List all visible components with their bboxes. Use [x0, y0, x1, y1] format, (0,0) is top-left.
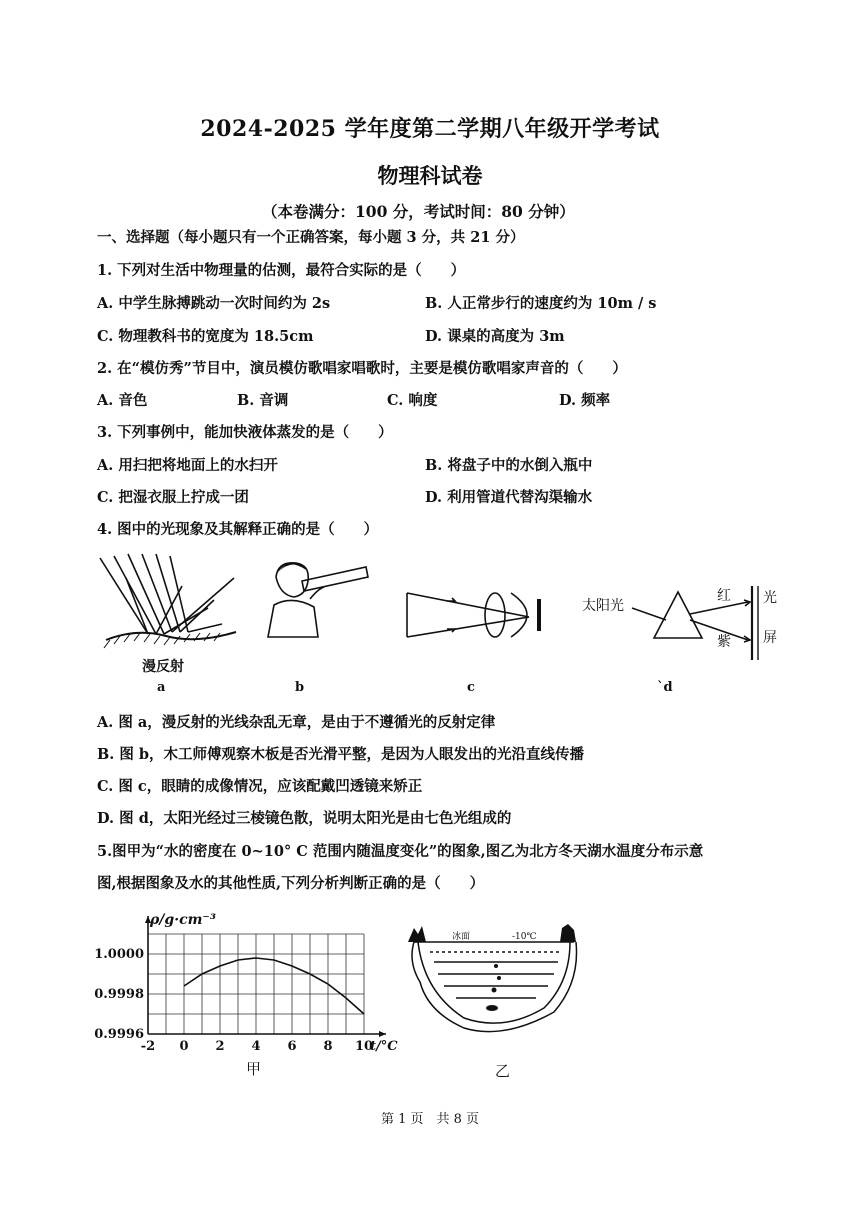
q1-stem: 1. 下列对生活中物理量的估测，最符合实际的是（ ） [97, 262, 466, 279]
lake-temp-label: -10℃ [512, 932, 537, 942]
chart-caption-jia: 甲 [246, 1060, 262, 1078]
y-tick-label: 0.9998 [94, 987, 144, 1002]
q3-option-d: D. 利用管道代替沟渠输水 [425, 489, 593, 506]
figure-d-screen-label-2: 屏 [763, 630, 777, 646]
q4-option-a: A. 图 a，漫反射的光线杂乱无章，是由于不遵循光的反射定律 [97, 714, 496, 731]
x-tick-label: 2 [215, 1039, 225, 1054]
y-tick-label: 1.0000 [94, 947, 144, 962]
q3-stem: 3. 下列事例中，能加快液体蒸发的是（ ） [97, 424, 393, 441]
q2-stem: 2. 在“模仿秀”节目中，演员模仿歌唱家唱歌时，主要是模仿歌唱家声音的（ ） [97, 360, 627, 377]
x-tick-label: -2 [140, 1039, 156, 1054]
x-tick-label: 10 [354, 1039, 374, 1054]
figure-d-red-label: 红 [717, 588, 731, 604]
figure-c-caption: c [467, 680, 475, 695]
q2-option-c: C. 响度 [387, 392, 438, 409]
chart-x-axis-label: t/°C [370, 1039, 398, 1054]
q1-option-a: A. 中学生脉搏跳动一次时间约为 2s [97, 295, 331, 312]
y-tick-label: 0.9996 [94, 1027, 144, 1042]
figure-d-caption: `d [657, 680, 673, 695]
figure-a-diffuse-reflection [96, 548, 246, 678]
q2-option-d: D. 频率 [559, 392, 611, 409]
q3-option-b: B. 将盘子中的水倒入瓶中 [425, 457, 593, 474]
x-tick-label: 4 [251, 1039, 261, 1054]
q1-option-d: D. 课桌的高度为 3m [425, 328, 565, 345]
x-tick-label: 0 [179, 1039, 189, 1054]
x-tick-label: 8 [323, 1039, 333, 1054]
figure-b-caption: b [295, 680, 305, 695]
q4-option-c: C. 图 c，眼睛的成像情况，应该配戴凹透镜来矫正 [97, 778, 423, 795]
figure-b-observer [262, 555, 377, 660]
q4-option-b: B. 图 b，木工师傅观察木板是否光滑平整，是因为人眼发出的光沿直线传播 [97, 746, 585, 763]
exam-info: （本卷满分：100 分，考试时间：80 分钟） [262, 202, 575, 221]
subject-title: 物理科试卷 [377, 163, 483, 188]
q3-option-c: C. 把湿衣服上拧成一团 [97, 489, 249, 506]
lake-ice-label: 冰面 [452, 932, 471, 942]
exam-title: 2024-2025 学年度第二学期八年级开学考试 [200, 116, 660, 142]
lake-temperature-diagram [404, 922, 584, 1042]
q1-option-b: B. 人正常步行的速度约为 10m / s [425, 295, 657, 312]
q5-stem-line2: 图,根据图象及水的其他性质,下列分析判断正确的是（ ） [97, 875, 485, 892]
figure-a-caption: a [157, 680, 166, 695]
figure-d-prism [582, 580, 782, 660]
figure-c-eye [403, 585, 553, 645]
lake-caption-yi: 乙 [495, 1062, 511, 1080]
figure-a-label: 漫反射 [142, 659, 184, 675]
q4-stem: 4. 图中的光现象及其解释正确的是（ ） [97, 521, 379, 538]
q1-option-c: C. 物理教科书的宽度为 18.5cm [97, 328, 314, 345]
figure-d-purple-label: 紫 [717, 634, 731, 650]
q5-stem-line1: 5.图甲为“水的密度在 0~10° C 范围内随温度变化”的图象,图乙为北方冬天湖水温度分布示意 [97, 843, 704, 860]
figure-d-sunlight-label: 太阳光 [582, 598, 624, 614]
q4-option-d: D. 图 d，太阳光经过三棱镜色散，说明太阳光是由七色光组成的 [97, 810, 512, 827]
x-axis-arrow [379, 1031, 386, 1037]
q2-option-a: A. 音色 [97, 392, 148, 409]
q3-option-a: A. 用扫把将地面上的水扫开 [97, 457, 278, 474]
page-number: 第 1 页 共 8 页 [380, 1112, 480, 1127]
chart-y-axis-label: ρ/g·cm⁻³ [150, 912, 216, 928]
figure-d-screen-label-1: 光 [763, 590, 777, 606]
q2-option-b: B. 音调 [237, 392, 289, 409]
density-chart [92, 900, 412, 1060]
section-heading: 一、选择题（每小题只有一个正确答案，每小题 3 分，共 21 分） [97, 229, 525, 246]
x-tick-label: 6 [287, 1039, 297, 1054]
